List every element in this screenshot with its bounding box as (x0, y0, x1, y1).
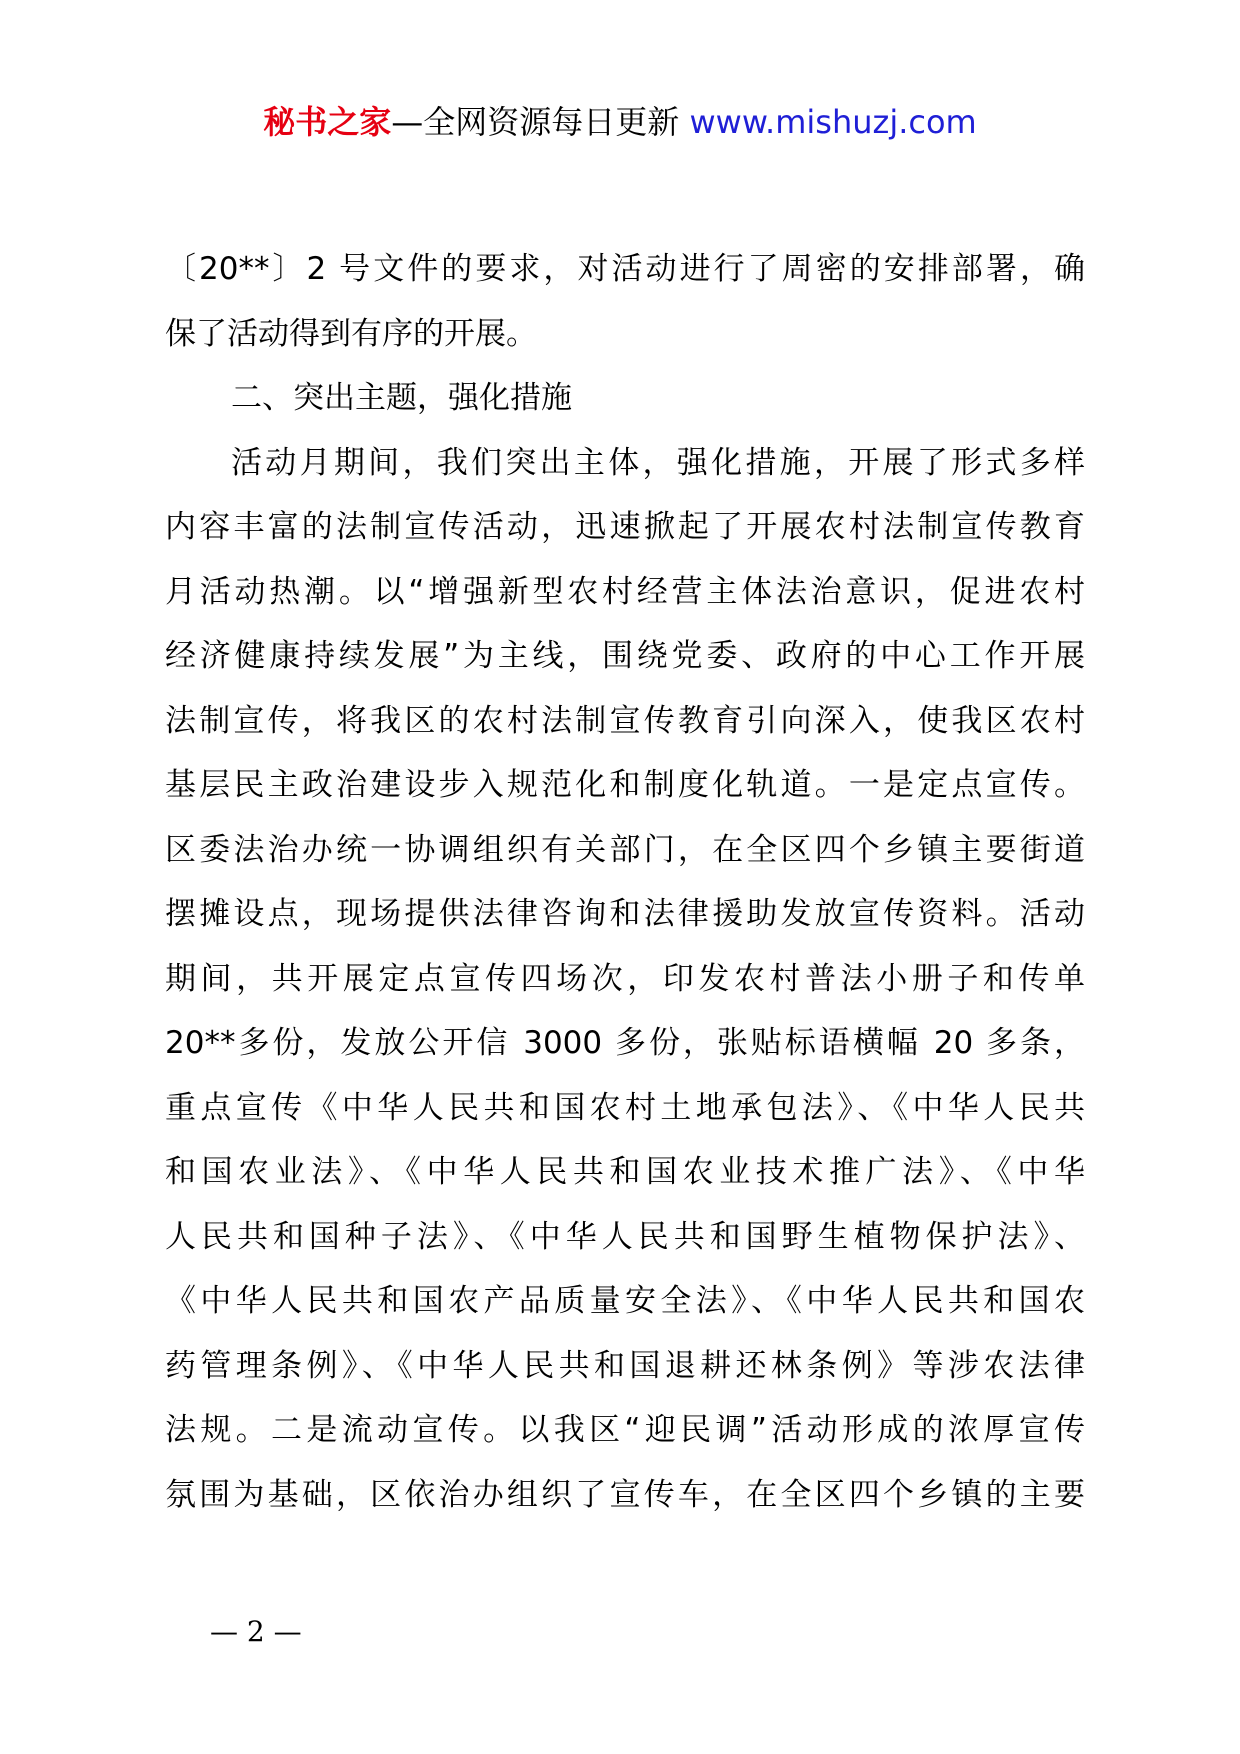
header-slogan: —全网资源每日更新 (391, 103, 680, 141)
body-line: 区委法治办统一协调组织有关部门，在全区四个乡镇主要街道 (165, 831, 1085, 868)
body-line: 《中华人民共和国农产品质量安全法》、《中华人民共和国农 (165, 1283, 1085, 1319)
body-line: 月活动热潮。以“增强新型农村经营主体法治意识，促进农村 (165, 573, 1085, 610)
body-line: 人民共和国种子法》、《中华人民共和国野生植物保护法》、 (165, 1218, 1085, 1255)
body-line: 保了活动得到有序的开展。 (165, 315, 537, 352)
section-heading: 二、突出主题，强化措施 (231, 380, 572, 416)
paragraph-first-line: 活动月期间，我们突出主体，强化措施，开展了形式多样 (231, 444, 1085, 481)
body-line: 〔20**〕2 号文件的要求，对活动进行了周密的安排部署，确 (165, 251, 1085, 287)
body-line: 摆摊设点，现场提供法律咨询和法律援助发放宣传资料。活动 (165, 896, 1085, 932)
body-line: 期间，共开展定点宣传四场次，印发农村普法小册子和传单 (165, 960, 1085, 997)
brand-name: 秘书之家 (263, 103, 392, 141)
body-line: 基层民主政治建设步入规范化和制度化轨道。一是定点宣传。 (165, 767, 1085, 803)
page-number: — 2 — (210, 1615, 302, 1648)
body-line: 内容丰富的法制宣传活动，迅速掀起了开展农村法制宣传教育 (165, 509, 1085, 545)
document-body (165, 237, 1085, 1527)
site-url-link[interactable]: www.mishuzj.com (689, 103, 977, 141)
body-line: 法制宣传，将我区的农村法制宣传教育引向深入，使我区农村 (165, 702, 1085, 739)
site-header-banner (0, 98, 1240, 146)
body-line: 药管理条例》、《中华人民共和国退耕还林条例》等涉农法律 (165, 1347, 1085, 1384)
body-line: 氛围为基础，区依治办组织了宣传车，在全区四个乡镇的主要 (165, 1476, 1085, 1513)
body-line: 20**多份，发放公开信 3000 多份，张贴标语横幅 20 多条， (165, 1025, 1085, 1061)
body-line: 法规。二是流动宣传。以我区“迎民调”活动形成的浓厚宣传 (165, 1412, 1085, 1448)
body-line: 重点宣传《中华人民共和国农村土地承包法》、《中华人民共 (165, 1089, 1085, 1126)
body-line: 和国农业法》、《中华人民共和国农业技术推广法》、《中华 (165, 1154, 1085, 1190)
body-line: 经济健康持续发展”为主线，围绕党委、政府的中心工作开展 (165, 638, 1085, 674)
